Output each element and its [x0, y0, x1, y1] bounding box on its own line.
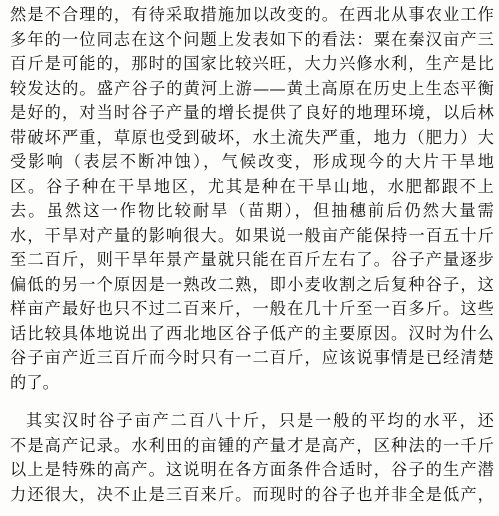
text-line: 百斤是可能的，那时的国家比较兴旺，大力兴修水利，生产是比	[10, 54, 494, 73]
text-line: 谷子亩产近三百斤而今时只有一二百斤，应该说事情是已经清楚	[10, 348, 494, 367]
text-line: 的了。	[10, 372, 60, 392]
text-line: 水，干旱对产量的影响很大。如果说一般亩产能保持一百五十斤	[10, 225, 494, 245]
text-line: 其实汉时谷子亩产二百八十斤，只是一般的平均的水平，还	[26, 411, 494, 430]
body-text	[10, 3, 494, 507]
paragraph	[10, 3, 494, 395]
text-line: 多年的一位同志在这个问题上发表如下的看法：粟在秦汉亩产三	[10, 29, 494, 49]
text-line: 受影响（表层不断冲蚀），气候改变，形成现今的大片干旱地	[10, 152, 494, 171]
text-line: 以上是特殊的高产。这说明在各方面条件合适时，谷子的生产潜	[10, 460, 494, 479]
text-line: 区。谷子种在干旱地区，尤其是种在干旱山地，水肥都跟不上	[10, 176, 494, 196]
text-line: 不是高产记录。水利田的亩锺的产量才是高产，区种法的一千斤	[10, 435, 494, 455]
text-line: 力还很大，决不止是三百来斤。而现时的谷子也并非全是低产，	[10, 484, 494, 504]
text-line: 然是不合理的，有待采取措施加以改变的。在西北从事农业工作	[10, 5, 494, 24]
text-line: 带破坏严重，草原也受到破坏，水土流失严重，地力（肥力）大	[10, 127, 494, 147]
text-line: 至二百斤，则干旱年景产量就只能在百斤左右了。谷子产量逐步	[10, 250, 494, 269]
paragraph-spacer	[10, 395, 494, 409]
text-line: 是好的，对当时谷子产量的增长提供了良好的地理环境，以后林	[10, 103, 494, 122]
text-line: 样亩产最好也只不过二百来斤，一般在几十斤至一百多斤。这些	[10, 299, 494, 318]
text-line: 较发达的。盛产谷子的黄河上游——黄土高原在历史上生态平衡	[10, 78, 494, 98]
paragraph	[10, 409, 494, 507]
text-line: 话比较具体地说出了西北地区谷子低产的主要原因。汉时为什么	[10, 323, 494, 343]
text-line: 去。虽然这一作物比较耐旱（苗期），但抽穗前后仍然大量需	[10, 201, 494, 220]
text-line: 偏低的另一个原因是一熟改二熟，即小麦收割之后复种谷子，这	[10, 274, 494, 294]
